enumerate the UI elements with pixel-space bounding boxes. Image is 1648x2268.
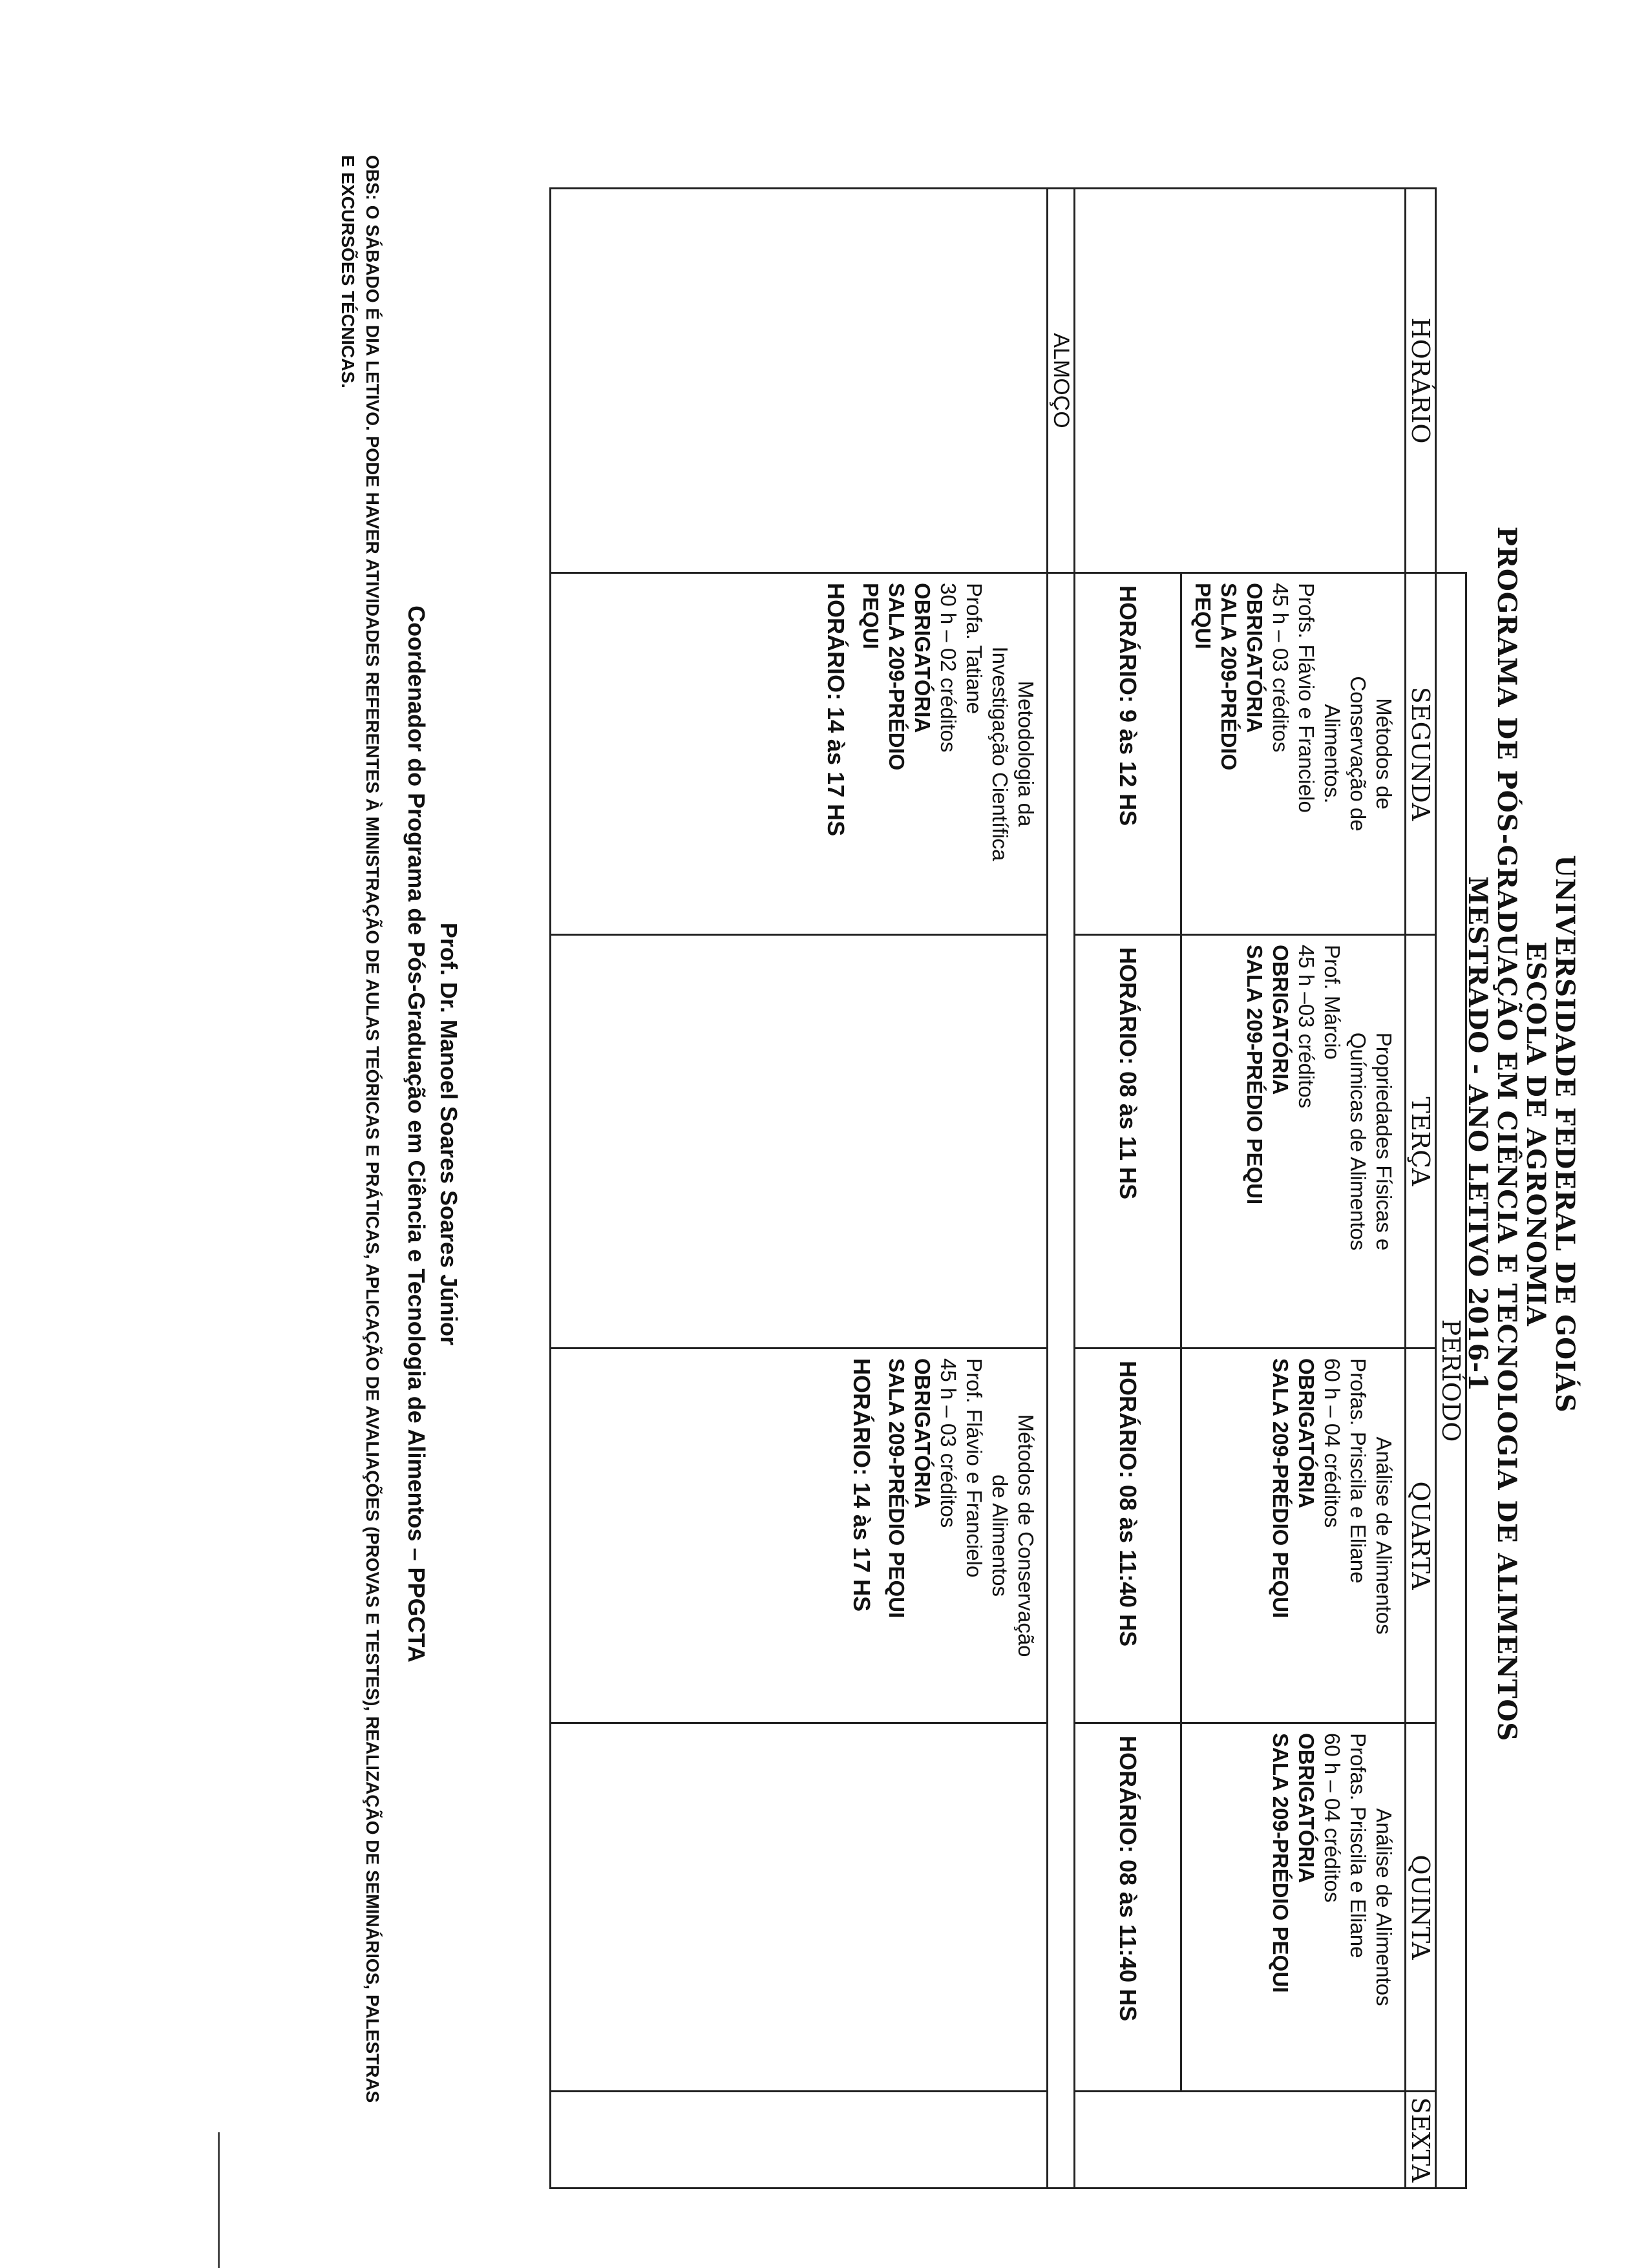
course-type: OBRIGATÓRIA (911, 1358, 935, 1509)
schedule-table (549, 187, 1467, 2189)
time-quinta-morning: HORÁRIO: 08 às 11:40 HS (1075, 1723, 1181, 2092)
day-header-segunda: SEGUNDA (1406, 573, 1436, 935)
course-cell-terca-morning (1181, 935, 1406, 1349)
course-title: de Alimentos (988, 1475, 1012, 1597)
day-header-terca: TERÇA (1406, 935, 1436, 1349)
course-professor: Profa. Tatiane (962, 583, 986, 715)
university-name: UNIVERSIDADE FEDERAL DE GOIÁS (1550, 855, 1580, 1413)
course-load: 60 h – 04 créditos (1320, 1733, 1344, 1903)
table-row (1181, 189, 1406, 2189)
course-title: Alimentos. (1320, 704, 1344, 804)
course-year: MESTRADO - ANO LETIVO 2016-1 (1463, 876, 1493, 1392)
day-header-sexta: SEXTA (1406, 2092, 1436, 2189)
horario-cell-afternoon (551, 189, 1048, 573)
table-row (1436, 189, 1466, 2189)
course-cell-quinta-afternoon (551, 1723, 1048, 2092)
course-professor: Prof. Márcio (1320, 945, 1344, 1060)
course-time: HORÁRIO: 14 às 17 HS (823, 583, 849, 837)
lunch-label: ALMOÇO (1048, 189, 1075, 573)
course-type: OBRIGATÓRIA (1269, 945, 1293, 1095)
course-type: OBRIGATÓRIA (1294, 1358, 1318, 1509)
course-cell-terca-afternoon (551, 935, 1048, 1349)
table-row (1406, 189, 1436, 2189)
program-name: PROGRAMA DE PÓS-GRADUAÇÃO EM CIÊNCIA E TECNOLOGIA DE ALIMENTOS (1492, 526, 1522, 1742)
course-professor: Prof. Flávio e Francielo (962, 1358, 986, 1578)
course-room: SALA 209-PRÉDIO PEQUI (885, 1358, 909, 1619)
course-cell-quarta-afternoon (551, 1349, 1048, 1723)
course-title: Propriedades Físicas e (1372, 1032, 1396, 1251)
table-row (1048, 189, 1075, 2189)
course-cell-sexta-morning (1075, 2092, 1406, 2189)
course-load: 45 h – 03 créditos (936, 1358, 960, 1528)
time-terca-morning: HORÁRIO: 08 às 11 HS (1075, 935, 1181, 1349)
time-quarta-morning: HORÁRIO: 08 às 11:40 HS (1075, 1349, 1181, 1723)
course-cell-sexta-afternoon (551, 2092, 1048, 2189)
course-cell-segunda-morning (1181, 573, 1406, 935)
course-cell-quinta-morning (1181, 1723, 1406, 2092)
course-room: SALA 209-PRÉDIO PEQUI (1269, 1733, 1293, 1993)
course-title: Análise de Alimentos (1372, 1808, 1396, 2006)
course-title: Métodos de Conservação (1014, 1414, 1038, 1657)
course-room: PEQUI (859, 583, 883, 649)
course-title: Métodos de (1372, 698, 1396, 810)
course-cell-quarta-morning (1181, 1349, 1406, 1723)
observation-note: OBS: O SÁBADO É DIA LETIVO. PODE HAVER ATIVIDADES REFERENTES À MINISTRAÇÃO DE AULAS TEÓRICAS E PRÁTICAS, APLICAÇÃO DE AVALIAÇÕES (PROVAS E TESTES), REALIZAÇÃO DE SEMINÁRIOS, PALESTRAS E EXCURSÕES TÉCNICAS. (338, 155, 383, 2103)
course-professor: Profas. Priscila e Eliane (1346, 1733, 1370, 1958)
course-room: SALA 209-PRÉDIO PEQUI (1243, 945, 1267, 1205)
course-title: Metodologia da (1014, 680, 1038, 827)
course-load: 30 h – 02 créditos (936, 583, 960, 753)
signature-name: Prof. Dr. Manoel Soares Soares Júnior (436, 922, 462, 1346)
course-load: 60 h – 04 créditos (1320, 1358, 1344, 1528)
course-title: Análise de Alimentos (1372, 1436, 1396, 1635)
scan-artifact-line (218, 2132, 220, 2268)
course-room: PEQUI (1191, 583, 1215, 649)
course-professor: Profs. Flávio e Francielo (1294, 583, 1318, 813)
lunch-span (1048, 573, 1075, 2189)
course-type: OBRIGATÓRIA (1243, 583, 1267, 733)
course-room: SALA 209-PRÉDIO (1217, 583, 1241, 771)
course-room: SALA 209-PRÉDIO PEQUI (1269, 1358, 1293, 1619)
course-title: Conservação de (1346, 676, 1370, 832)
course-title: Investigação Científica (988, 646, 1012, 861)
course-type: OBRIGATÓRIA (1294, 1733, 1318, 1884)
table-row (551, 189, 1048, 2189)
horario-cell-morning (1075, 189, 1406, 573)
course-load: 45 h –03 créditos (1294, 945, 1318, 1109)
course-load: 45 h – 03 créditos (1269, 583, 1293, 753)
course-professor: Profas. Priscila e Eliane (1346, 1358, 1370, 1584)
day-header-quarta: QUARTA (1406, 1349, 1436, 1723)
course-room: SALA 209-PRÉDIO (885, 583, 909, 771)
course-cell-segunda-afternoon (551, 573, 1048, 935)
school-name: ESCOLA DE AGRONOMIA (1521, 941, 1551, 1327)
periodo-header: PERÍODO (1436, 573, 1466, 2189)
course-title: Químicas de Alimentos (1346, 1032, 1370, 1251)
horario-header: HORÁRIO (1406, 189, 1436, 573)
time-segunda-morning: HORÁRIO: 9 às 12 HS (1075, 573, 1181, 935)
course-type: OBRIGATÓRIA (911, 583, 935, 733)
course-time: HORÁRIO: 14 às 17 HS (849, 1358, 875, 1612)
signature-role: Coordenador do Programa de Pós-Graduação em Ciência e Tecnologia de Alimentos – PPGCTA (403, 605, 430, 1663)
day-header-quinta: QUINTA (1406, 1723, 1436, 2092)
